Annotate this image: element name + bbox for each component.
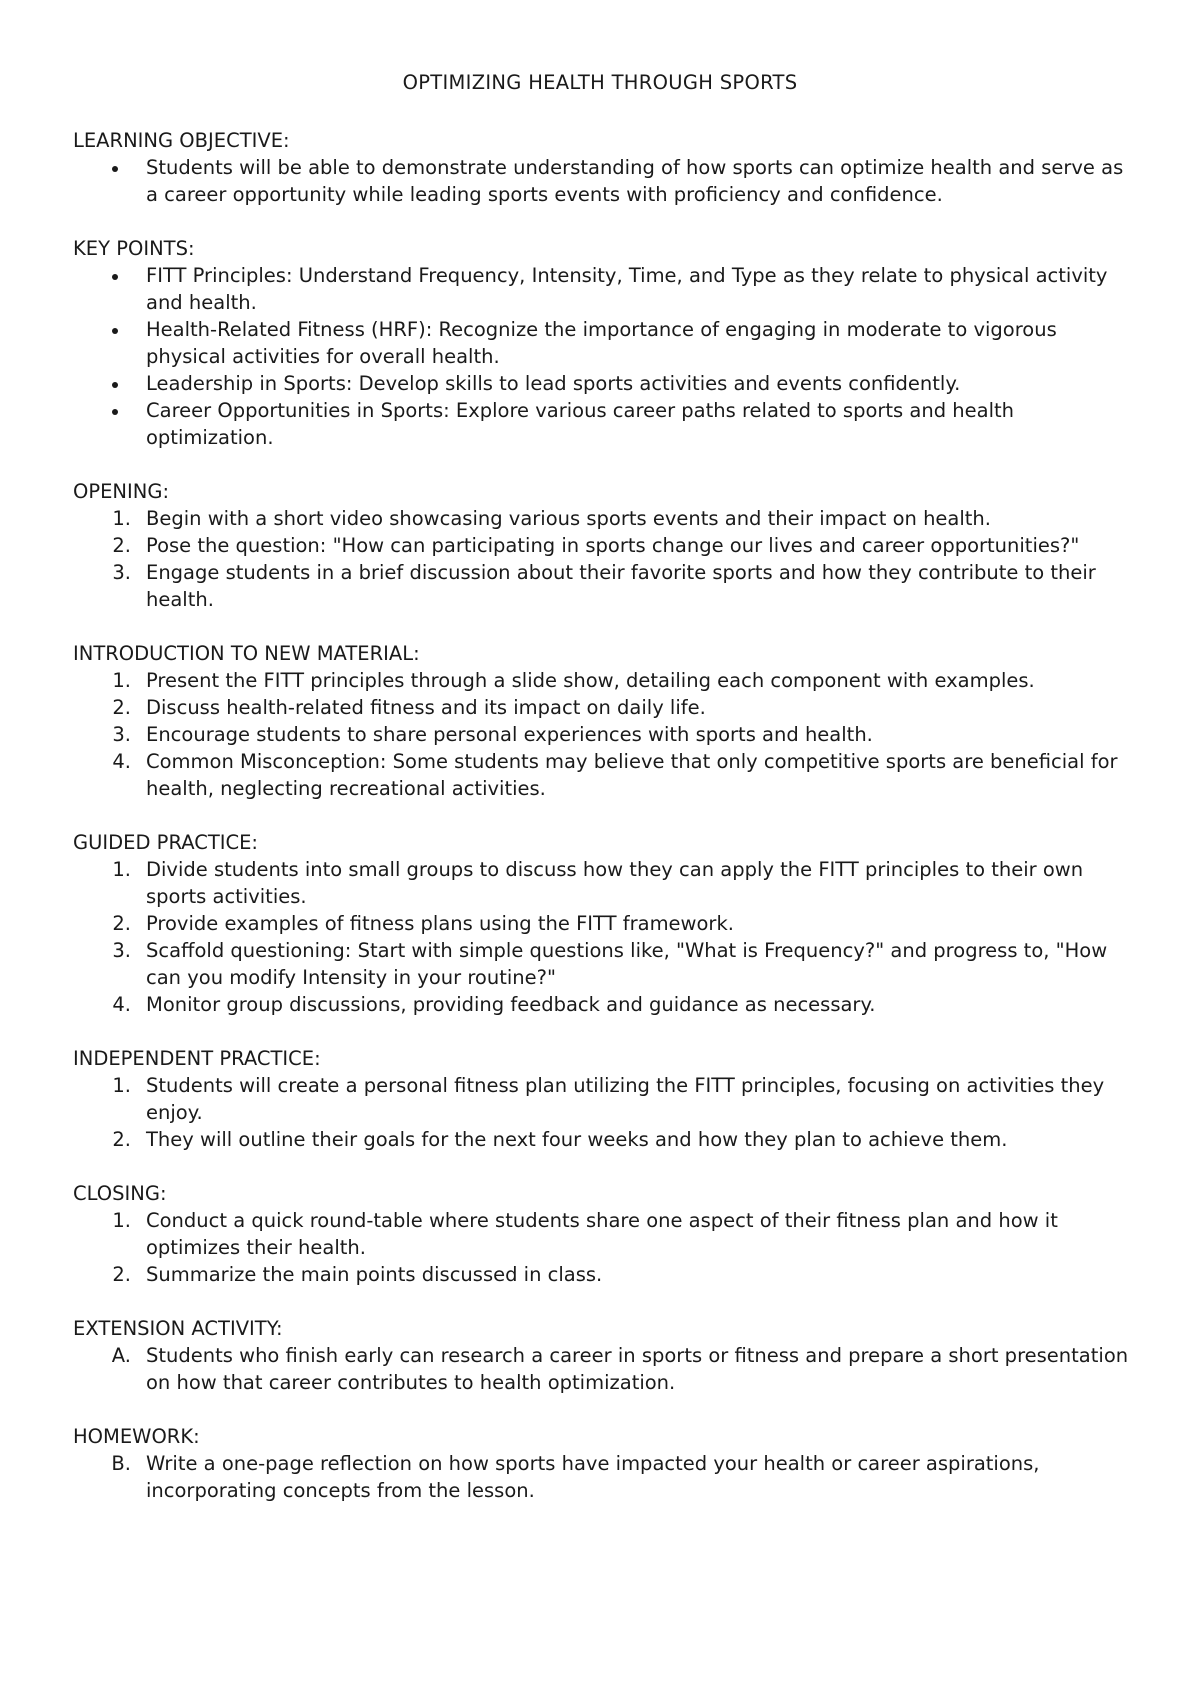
list-marker: 3.: [112, 561, 131, 584]
list-item-text: Leadership in Sports: Develop skills to lead sports activities and events confidently.: [146, 372, 961, 395]
section-heading: KEY POINTS:: [73, 237, 195, 260]
list-item: [73, 1207, 1133, 1261]
numbered-list: [73, 1207, 1133, 1288]
list-item-text: Conduct a quick round-table where students share one aspect of their fitness plan and how it optimizes their health.: [146, 1209, 1058, 1259]
list-item-text: Present the FITT principles through a slide show, detailing each component with examples.: [146, 669, 1035, 692]
section-heading: INTRODUCTION TO NEW MATERIAL:: [73, 642, 420, 665]
list-item-text: Summarize the main points discussed in class.: [146, 1263, 603, 1286]
list-marker: 2.: [112, 1128, 131, 1151]
section-guided-practice: [73, 829, 1133, 1018]
list-item: [73, 505, 1133, 532]
list-item: [73, 316, 1133, 370]
list-item: [73, 667, 1133, 694]
list-item: [73, 559, 1133, 613]
list-item: [73, 370, 1133, 397]
section-learning-objective: [73, 127, 1133, 208]
bullet-icon: [112, 409, 118, 415]
list-item: [73, 154, 1133, 208]
bullet-icon: [112, 328, 118, 334]
section-heading: LEARNING OBJECTIVE:: [73, 129, 290, 152]
list-item-text: They will outline their goals for the next four weeks and how they plan to achieve them.: [146, 1128, 1008, 1151]
list-marker: 2.: [112, 534, 131, 557]
list-marker: 2.: [112, 696, 131, 719]
section-heading: OPENING:: [73, 480, 170, 503]
list-item-text: Engage students in a brief discussion about their favorite sports and how they contribute to their health.: [146, 561, 1096, 611]
list-item-text: Monitor group discussions, providing feedback and guidance as necessary.: [146, 993, 876, 1016]
list-item: [73, 1261, 1133, 1288]
section-introduction-to-new-material: [73, 640, 1133, 802]
numbered-list: [73, 1072, 1133, 1153]
list-marker: 4.: [112, 993, 131, 1016]
numbered-list: [73, 505, 1133, 613]
list-item: [73, 910, 1133, 937]
list-item-text: Common Misconception: Some students may believe that only competitive sports are beneficial for health, neglecting recreational activities.: [146, 750, 1118, 800]
section-independent-practice: [73, 1045, 1133, 1153]
section-opening: [73, 478, 1133, 613]
list-item-text: Students who finish early can research a career in sports or fitness and prepare a short presentation on how that career contributes to health optimization.: [146, 1344, 1129, 1394]
list-item: [73, 1072, 1133, 1126]
list-item: [73, 721, 1133, 748]
list-marker: B.: [111, 1452, 131, 1475]
section-heading: EXTENSION ACTIVITY:: [73, 1317, 283, 1340]
section-heading: INDEPENDENT PRACTICE:: [73, 1047, 321, 1070]
list-item-text: Provide examples of fitness plans using the FITT framework.: [146, 912, 734, 935]
list-item: [73, 856, 1133, 910]
list-marker: A.: [111, 1344, 131, 1367]
bullet-icon: [112, 166, 118, 172]
section-heading: GUIDED PRACTICE:: [73, 831, 258, 854]
list-marker: 2.: [112, 912, 131, 935]
list-item-text: Discuss health-related fitness and its impact on daily life.: [146, 696, 706, 719]
document-title: OPTIMIZING HEALTH THROUGH SPORTS: [402, 71, 798, 94]
section-heading: HOMEWORK:: [73, 1425, 200, 1448]
numbered-list: [73, 667, 1133, 802]
document-body: [73, 127, 1133, 1531]
list-item: [73, 991, 1133, 1018]
list-item-text: Career Opportunities in Sports: Explore various career paths related to sports and health optimization.: [146, 399, 1015, 449]
list-marker: 1.: [112, 1209, 131, 1232]
section-heading: CLOSING:: [73, 1182, 167, 1205]
bullet-icon: [112, 274, 118, 280]
list-marker: 1.: [112, 669, 131, 692]
list-item: [73, 1126, 1133, 1153]
list-item-text: Health-Related Fitness (HRF): Recognize the importance of engaging in moderate to vigorous physical activities for overall health.: [146, 318, 1057, 368]
list-marker: 3.: [112, 939, 131, 962]
list-item: [73, 532, 1133, 559]
section-homework: [73, 1423, 1133, 1504]
list-item: [73, 748, 1133, 802]
list-marker: 1.: [112, 507, 131, 530]
list-item-text: FITT Principles: Understand Frequency, Intensity, Time, and Type as they relate to physical activity and health.: [146, 264, 1108, 314]
numbered-list: [73, 856, 1133, 1018]
list-item-text: Encourage students to share personal experiences with sports and health.: [146, 723, 873, 746]
list-item-text: Write a one-page reflection on how sports have impacted your health or career aspirations, incorporating concepts from the lesson.: [146, 1452, 1040, 1502]
list-item: [73, 262, 1133, 316]
bullet-icon: [112, 382, 118, 388]
list-item-text: Students will be able to demonstrate understanding of how sports can optimize health and serve as a career opportunity while leading sports events with proficiency and confidence.: [146, 156, 1124, 206]
section-key-points: [73, 235, 1133, 451]
list-item-text: Students will create a personal fitness plan utilizing the FITT principles, focusing on activities they enjoy.: [146, 1074, 1105, 1124]
section-extension-activity: [73, 1315, 1133, 1396]
numbered-list: [73, 1342, 1133, 1396]
list-marker: 2.: [112, 1263, 131, 1286]
list-item-text: Pose the question: "How can participating in sports change our lives and career opportunities?": [146, 534, 1080, 557]
numbered-list: [73, 1450, 1133, 1504]
list-item-text: Divide students into small groups to discuss how they can apply the FITT principles to their own sports activities.: [146, 858, 1084, 908]
list-item: [73, 397, 1133, 451]
list-item: [73, 1342, 1133, 1396]
section-closing: [73, 1180, 1133, 1288]
bullet-list: [73, 154, 1133, 208]
bullet-list: [73, 262, 1133, 451]
list-item-text: Scaffold questioning: Start with simple questions like, "What is Frequency?" and progress to, "How can you modify Intensity in your routine?": [146, 939, 1108, 989]
list-marker: 1.: [112, 858, 131, 881]
list-marker: 3.: [112, 723, 131, 746]
list-item: [73, 1450, 1133, 1504]
list-marker: 4.: [112, 750, 131, 773]
list-item: [73, 694, 1133, 721]
list-item: [73, 937, 1133, 991]
list-item-text: Begin with a short video showcasing various sports events and their impact on health.: [146, 507, 991, 530]
list-marker: 1.: [112, 1074, 131, 1097]
